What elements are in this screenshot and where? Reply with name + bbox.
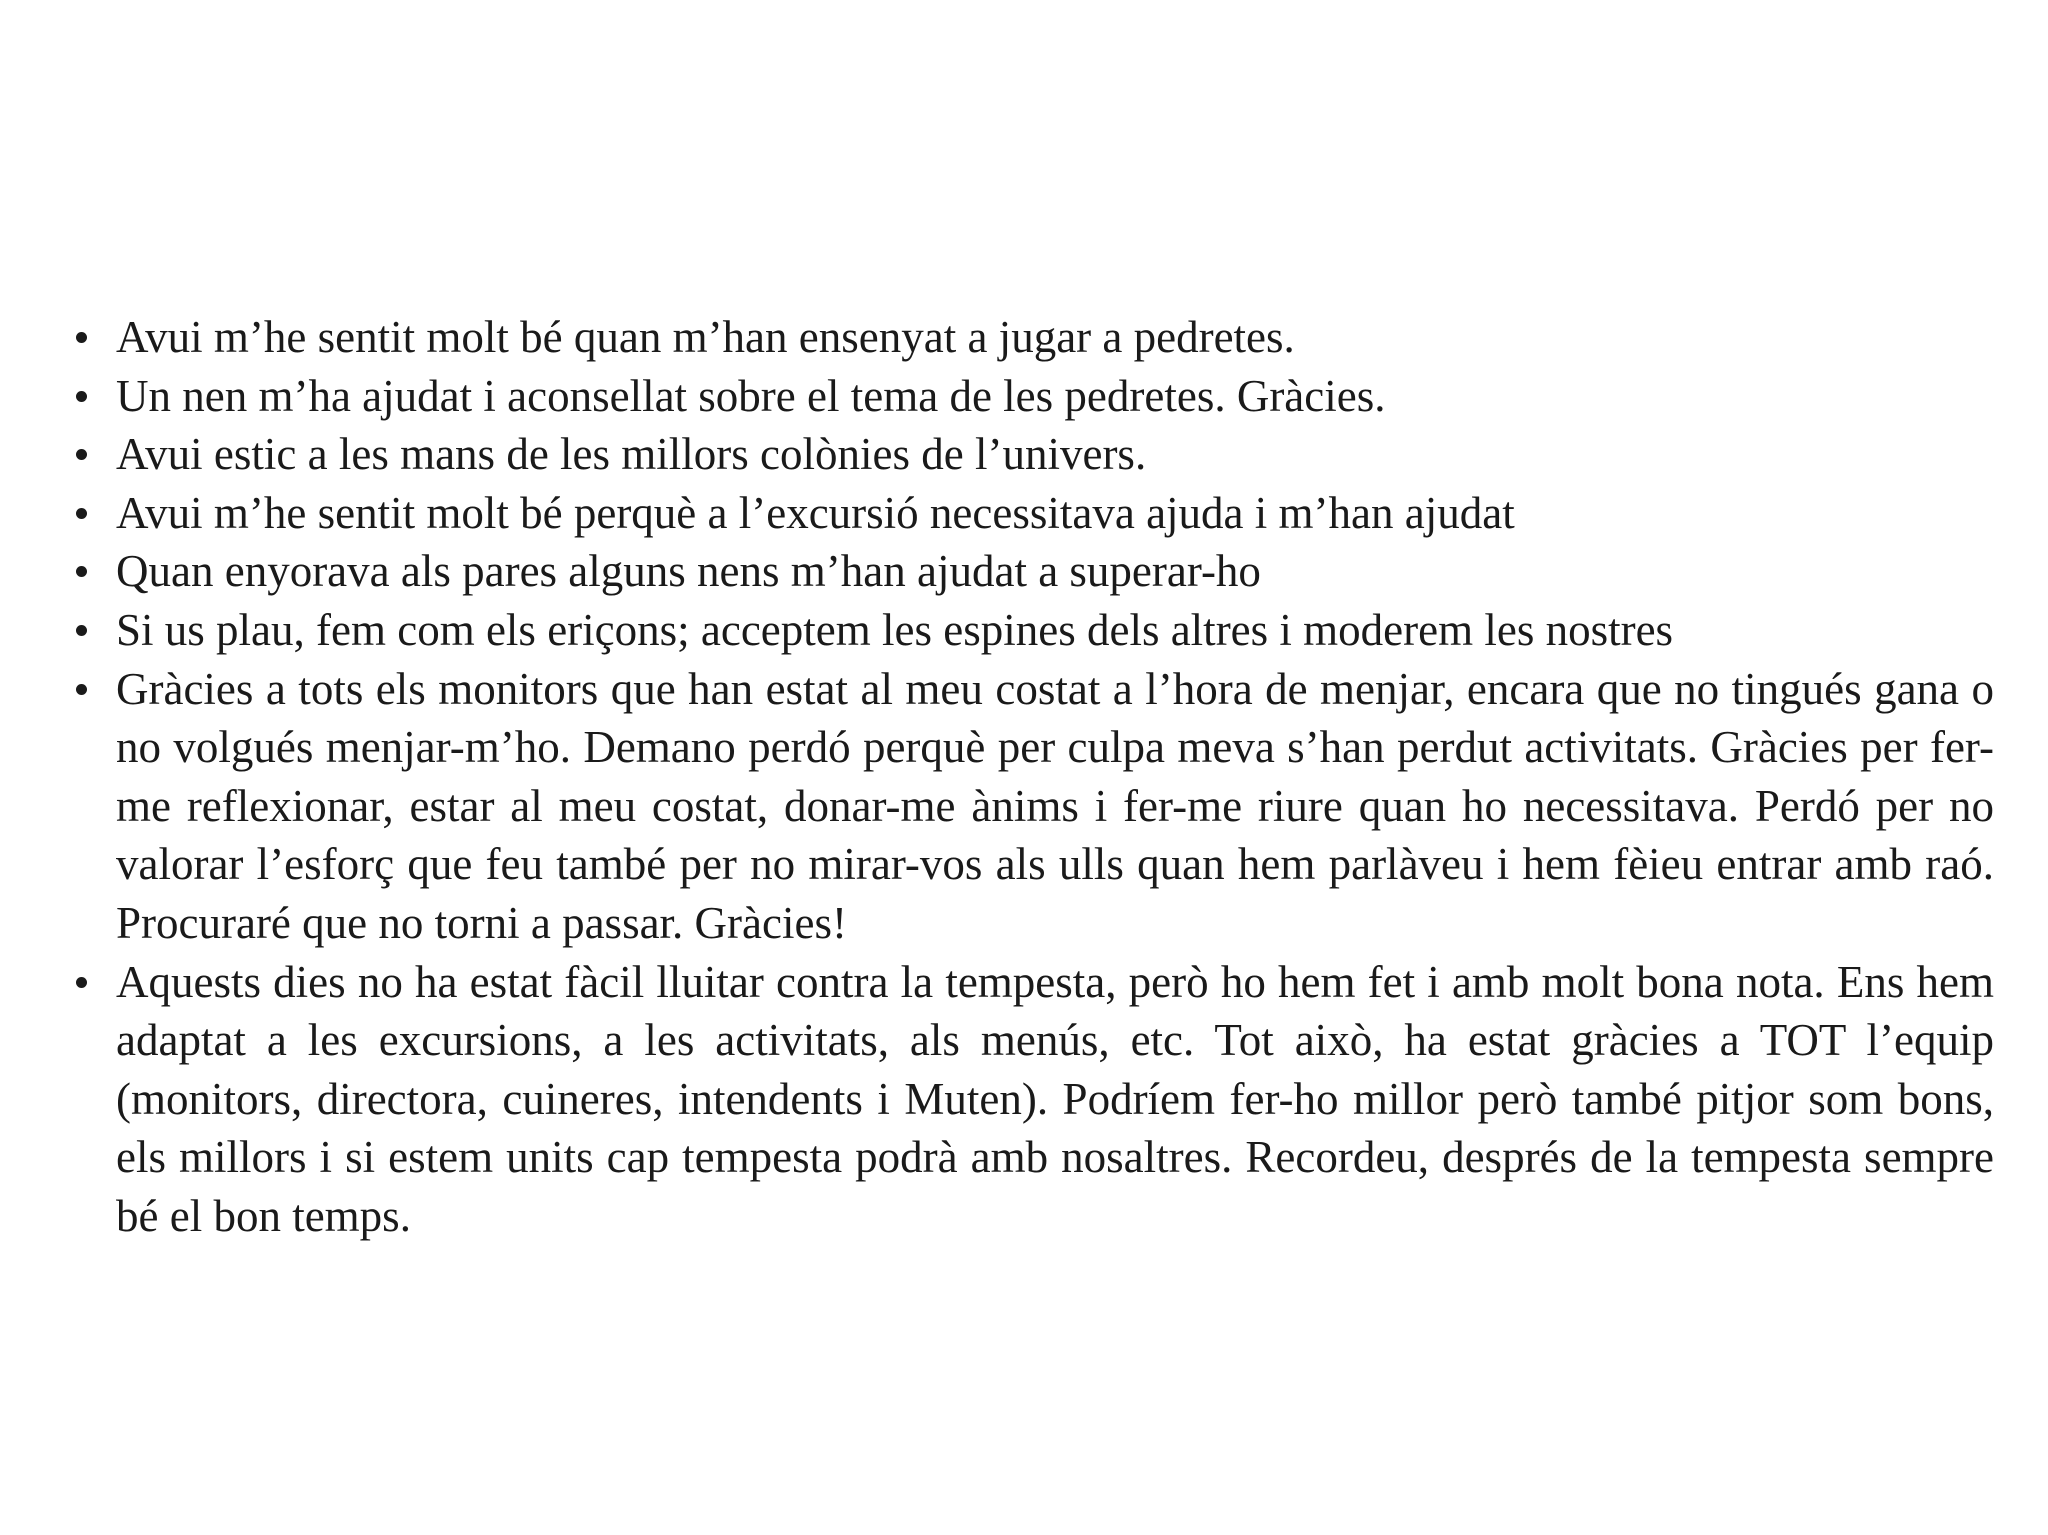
bullet-icon bbox=[76, 625, 87, 636]
list-item bbox=[116, 367, 1994, 426]
list-item-text: Avui m’he sentit molt bé quan m’han ensenyat a jugar a pedretes. bbox=[116, 312, 1295, 362]
list-item bbox=[116, 484, 1994, 543]
list-item bbox=[116, 308, 1994, 367]
list-item bbox=[116, 660, 1994, 953]
list-item-text: Un nen m’ha ajudat i aconsellat sobre el tema de les pedretes. Gràcies. bbox=[116, 370, 1386, 421]
list-item-text: Gràcies a tots els monitors que han estat al meu costat a l’hora de menjar, encara que no tingués gana o no volgués menjar-m’ho. Demano perdó perquè per culpa meva s’han perdut activitats. Gràcies per fer-me reflexionar, estar al meu costat, donar-me ànims i fer-me riure quan ho necessitava. Perdó per no valorar l’esforç que feu també per no mirar-vos als ulls quan hem parlàveu i hem fèieu entrar amb raó. Procuraré que no torni a passar. Gràcies! bbox=[116, 663, 1994, 948]
bullet-list bbox=[116, 308, 1994, 1246]
list-item bbox=[116, 601, 1994, 660]
list-item-text: Avui m’he sentit molt bé perquè a l’excursió necessitava ajuda i m’han ajudat bbox=[116, 487, 1515, 538]
list-item bbox=[116, 953, 1994, 1246]
list-item-text: Aquests dies no ha estat fàcil lluitar contra la tempesta, però ho hem fet i amb molt bona nota. Ens hem adaptat a les excursions, a les activitats, als menús, etc. Tot això, ha estat gràcies a TOT l’equip (monitors, directora, cuineres, intendents i Muten). Podríem fer-ho millor però també pitjor som bons, els millors i si estem units cap tempesta podrà amb nosaltres. Recordeu, després de la tempesta sempre bé el bon temps. bbox=[116, 956, 1994, 1241]
bullet-icon bbox=[76, 508, 87, 519]
list-item-text: Quan enyorava als pares alguns nens m’han ajudat a superar-ho bbox=[116, 546, 1261, 597]
list-item bbox=[116, 542, 1994, 601]
bullet-icon bbox=[76, 391, 87, 402]
bullet-icon bbox=[76, 332, 87, 343]
bullet-icon bbox=[76, 449, 87, 460]
bullet-icon bbox=[76, 684, 87, 695]
bullet-icon bbox=[76, 566, 87, 577]
list-item-text: Avui estic a les mans de les millors colònies de l’univers. bbox=[116, 429, 1147, 480]
bullet-icon bbox=[76, 977, 87, 988]
list-item bbox=[116, 425, 1994, 484]
list-item-text: Si us plau, fem com els eriçons; acceptem les espines dels altres i moderem les nostres bbox=[116, 604, 1674, 655]
